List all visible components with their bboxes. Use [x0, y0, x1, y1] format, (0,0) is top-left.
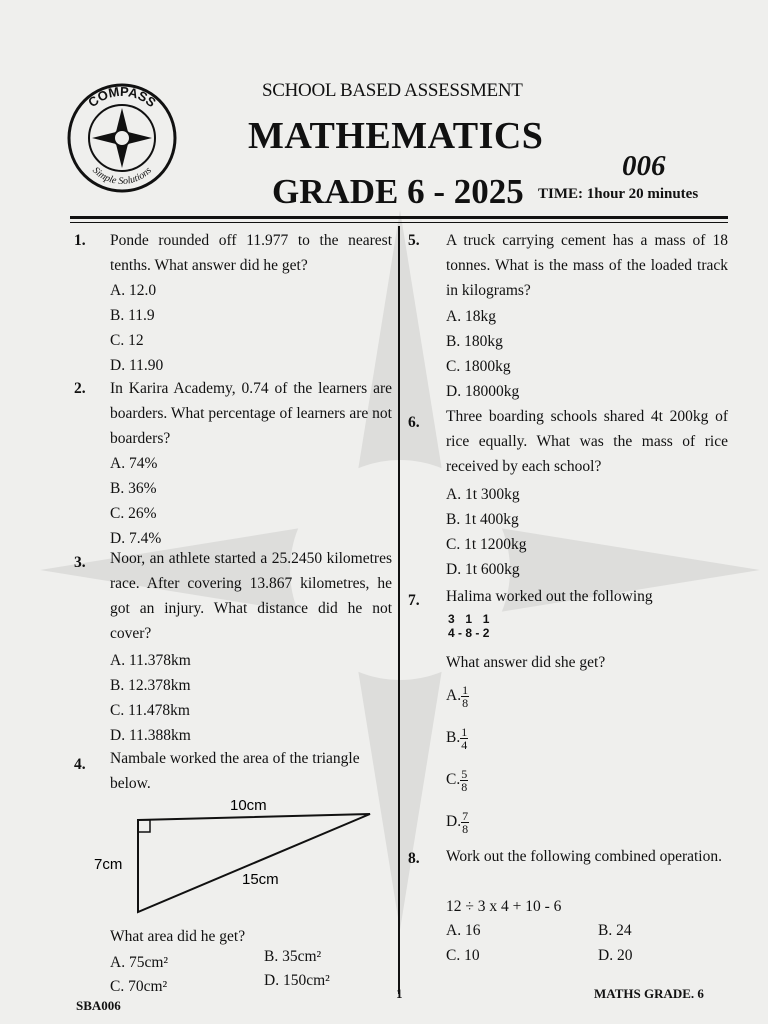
option-letter: D. — [446, 813, 462, 831]
question-4 — [74, 746, 392, 996]
right-triangle-diagram — [74, 798, 392, 918]
option-b[interactable]: B. 180kg — [446, 333, 503, 350]
option-c[interactable]: C. 26% — [110, 505, 157, 522]
option-numerator: 1 — [461, 725, 468, 739]
question-number: 7. — [408, 592, 420, 609]
question-number: 5. — [408, 232, 420, 249]
fraction-denominator: 2 — [482, 626, 490, 640]
operator: - — [475, 626, 480, 640]
option-a[interactable]: A. 18kg — [446, 308, 496, 325]
fraction-numerator: 1 — [465, 612, 473, 626]
footer-code: SBA006 — [76, 998, 121, 1013]
compass-logo-icon — [66, 82, 178, 194]
option-d[interactable]: D. 20 — [598, 947, 633, 964]
option-c[interactable]: C. 70cm² — [110, 978, 168, 995]
page-number: 1 — [396, 986, 403, 1001]
question-number: 4. — [74, 756, 86, 773]
question-text: Three boarding schools shared 4t 200kg of rice equally. What was the mass of rice received by each school? — [446, 408, 728, 475]
option-numerator: 5 — [461, 767, 468, 781]
assessment-subtitle: SCHOOL BASED ASSESSMENT — [262, 80, 523, 101]
question-text: Noor, an athlete started a 25.2450 kilometres race. After covering 13.867 kilometres, he got an injury. What distance did he not cover? — [110, 550, 392, 642]
option-letter: B. — [446, 729, 461, 747]
option-numerator: 7 — [462, 809, 469, 823]
option-b[interactable] — [446, 726, 469, 768]
fraction-denominator: 4 — [448, 626, 455, 640]
question-text: Halima worked out the following — [446, 588, 653, 605]
svg-text:Simple Solutions — [90, 165, 154, 187]
option-d[interactable]: D. 11.90 — [110, 357, 164, 374]
subject-title: MATHEMATICS — [248, 115, 544, 157]
option-d[interactable]: D. 150cm² — [264, 972, 330, 989]
question-text: Ponde rounded off 11.977 to the nearest tenths. What answer did he get? — [110, 232, 392, 274]
option-c[interactable]: C. 10 — [446, 947, 480, 964]
svg-text:COMPASS — [85, 84, 159, 110]
option-a[interactable] — [446, 684, 469, 726]
option-d[interactable]: D. 11.388km — [110, 727, 191, 744]
option-c[interactable]: C. 11.478km — [110, 702, 190, 719]
header-rule — [70, 216, 728, 219]
option-d[interactable]: D. 1t 600kg — [446, 561, 520, 578]
question-prompt: What answer did she get? — [446, 654, 606, 671]
logo-tagline: Simple Solutions — [90, 165, 154, 188]
option-b[interactable]: B. 36% — [110, 480, 157, 497]
question-number: 8. — [408, 850, 420, 867]
fraction-denominator: 8 — [465, 626, 473, 640]
option-b[interactable]: B. 1t 400kg — [446, 511, 519, 528]
option-a[interactable]: A. 11.378km — [110, 652, 191, 669]
question-text: Nambale worked the area of the triangle below. — [110, 750, 360, 792]
option-letter: A. — [446, 687, 462, 705]
footer-subject: MATHS GRADE. 6 — [594, 986, 704, 1001]
grade-heading: GRADE 6 - 2025 — [272, 172, 524, 211]
option-b[interactable]: B. 11.9 — [110, 307, 155, 324]
question-prompt: What area did he get? — [110, 928, 246, 945]
question-text: In Karira Academy, 0.74 of the learners are boarders. What percentage of learners are not boarders? — [110, 380, 392, 447]
triangle-top-label: 10cm — [230, 798, 267, 814]
option-b[interactable]: B. 12.378km — [110, 677, 191, 694]
option-denominator: 8 — [462, 822, 469, 836]
question-number: 1. — [74, 232, 86, 249]
option-c[interactable] — [446, 768, 469, 810]
option-a[interactable]: A. 12.0 — [110, 282, 157, 299]
option-d[interactable]: D. 7.4% — [110, 530, 162, 547]
fraction-numerator: 1 — [482, 612, 490, 626]
header-rule-thin — [70, 222, 728, 223]
option-letter: C. — [446, 771, 461, 789]
option-c[interactable]: C. 1t 1200kg — [446, 536, 527, 553]
option-denominator: 8 — [461, 780, 468, 794]
paper-code: 006 — [622, 150, 666, 182]
option-c[interactable]: C. 12 — [110, 332, 144, 349]
option-a[interactable]: A. 75cm² — [110, 954, 169, 971]
option-denominator: 4 — [461, 738, 468, 752]
triangle-side-label: 7cm — [94, 856, 123, 873]
question-text: Work out the following combined operation. — [446, 848, 722, 865]
option-d[interactable]: D. 18000kg — [446, 383, 520, 400]
time-allowed: TIME: 1hour 20 minutes — [538, 186, 699, 202]
operation-expression: 12 ÷ 3 x 4 + 10 - 6 — [446, 898, 562, 915]
triangle-hypotenuse-label: 15cm — [242, 871, 279, 888]
column-divider — [398, 226, 400, 994]
fraction-numerator: 3 — [448, 612, 455, 626]
question-number: 3. — [74, 554, 86, 571]
fraction-expression — [448, 612, 489, 640]
option-denominator: 8 — [462, 696, 469, 710]
option-a[interactable]: A. 16 — [446, 922, 481, 939]
option-a[interactable]: A. 74% — [110, 455, 158, 472]
operator: - — [458, 626, 463, 640]
option-numerator: 1 — [462, 683, 469, 697]
question-text: A truck carrying cement has a mass of 18 tonnes. What is the mass of the loaded track in kilograms? — [446, 232, 728, 299]
option-a[interactable]: A. 1t 300kg — [446, 486, 520, 503]
logo-text: COMPASS — [85, 83, 159, 111]
option-b[interactable]: B. 24 — [598, 922, 632, 939]
question-number: 6. — [408, 414, 420, 431]
option-c[interactable]: C. 1800kg — [446, 358, 511, 375]
option-b[interactable]: B. 35cm² — [264, 948, 322, 965]
question-7 — [408, 584, 728, 844]
question-number: 2. — [74, 380, 86, 397]
